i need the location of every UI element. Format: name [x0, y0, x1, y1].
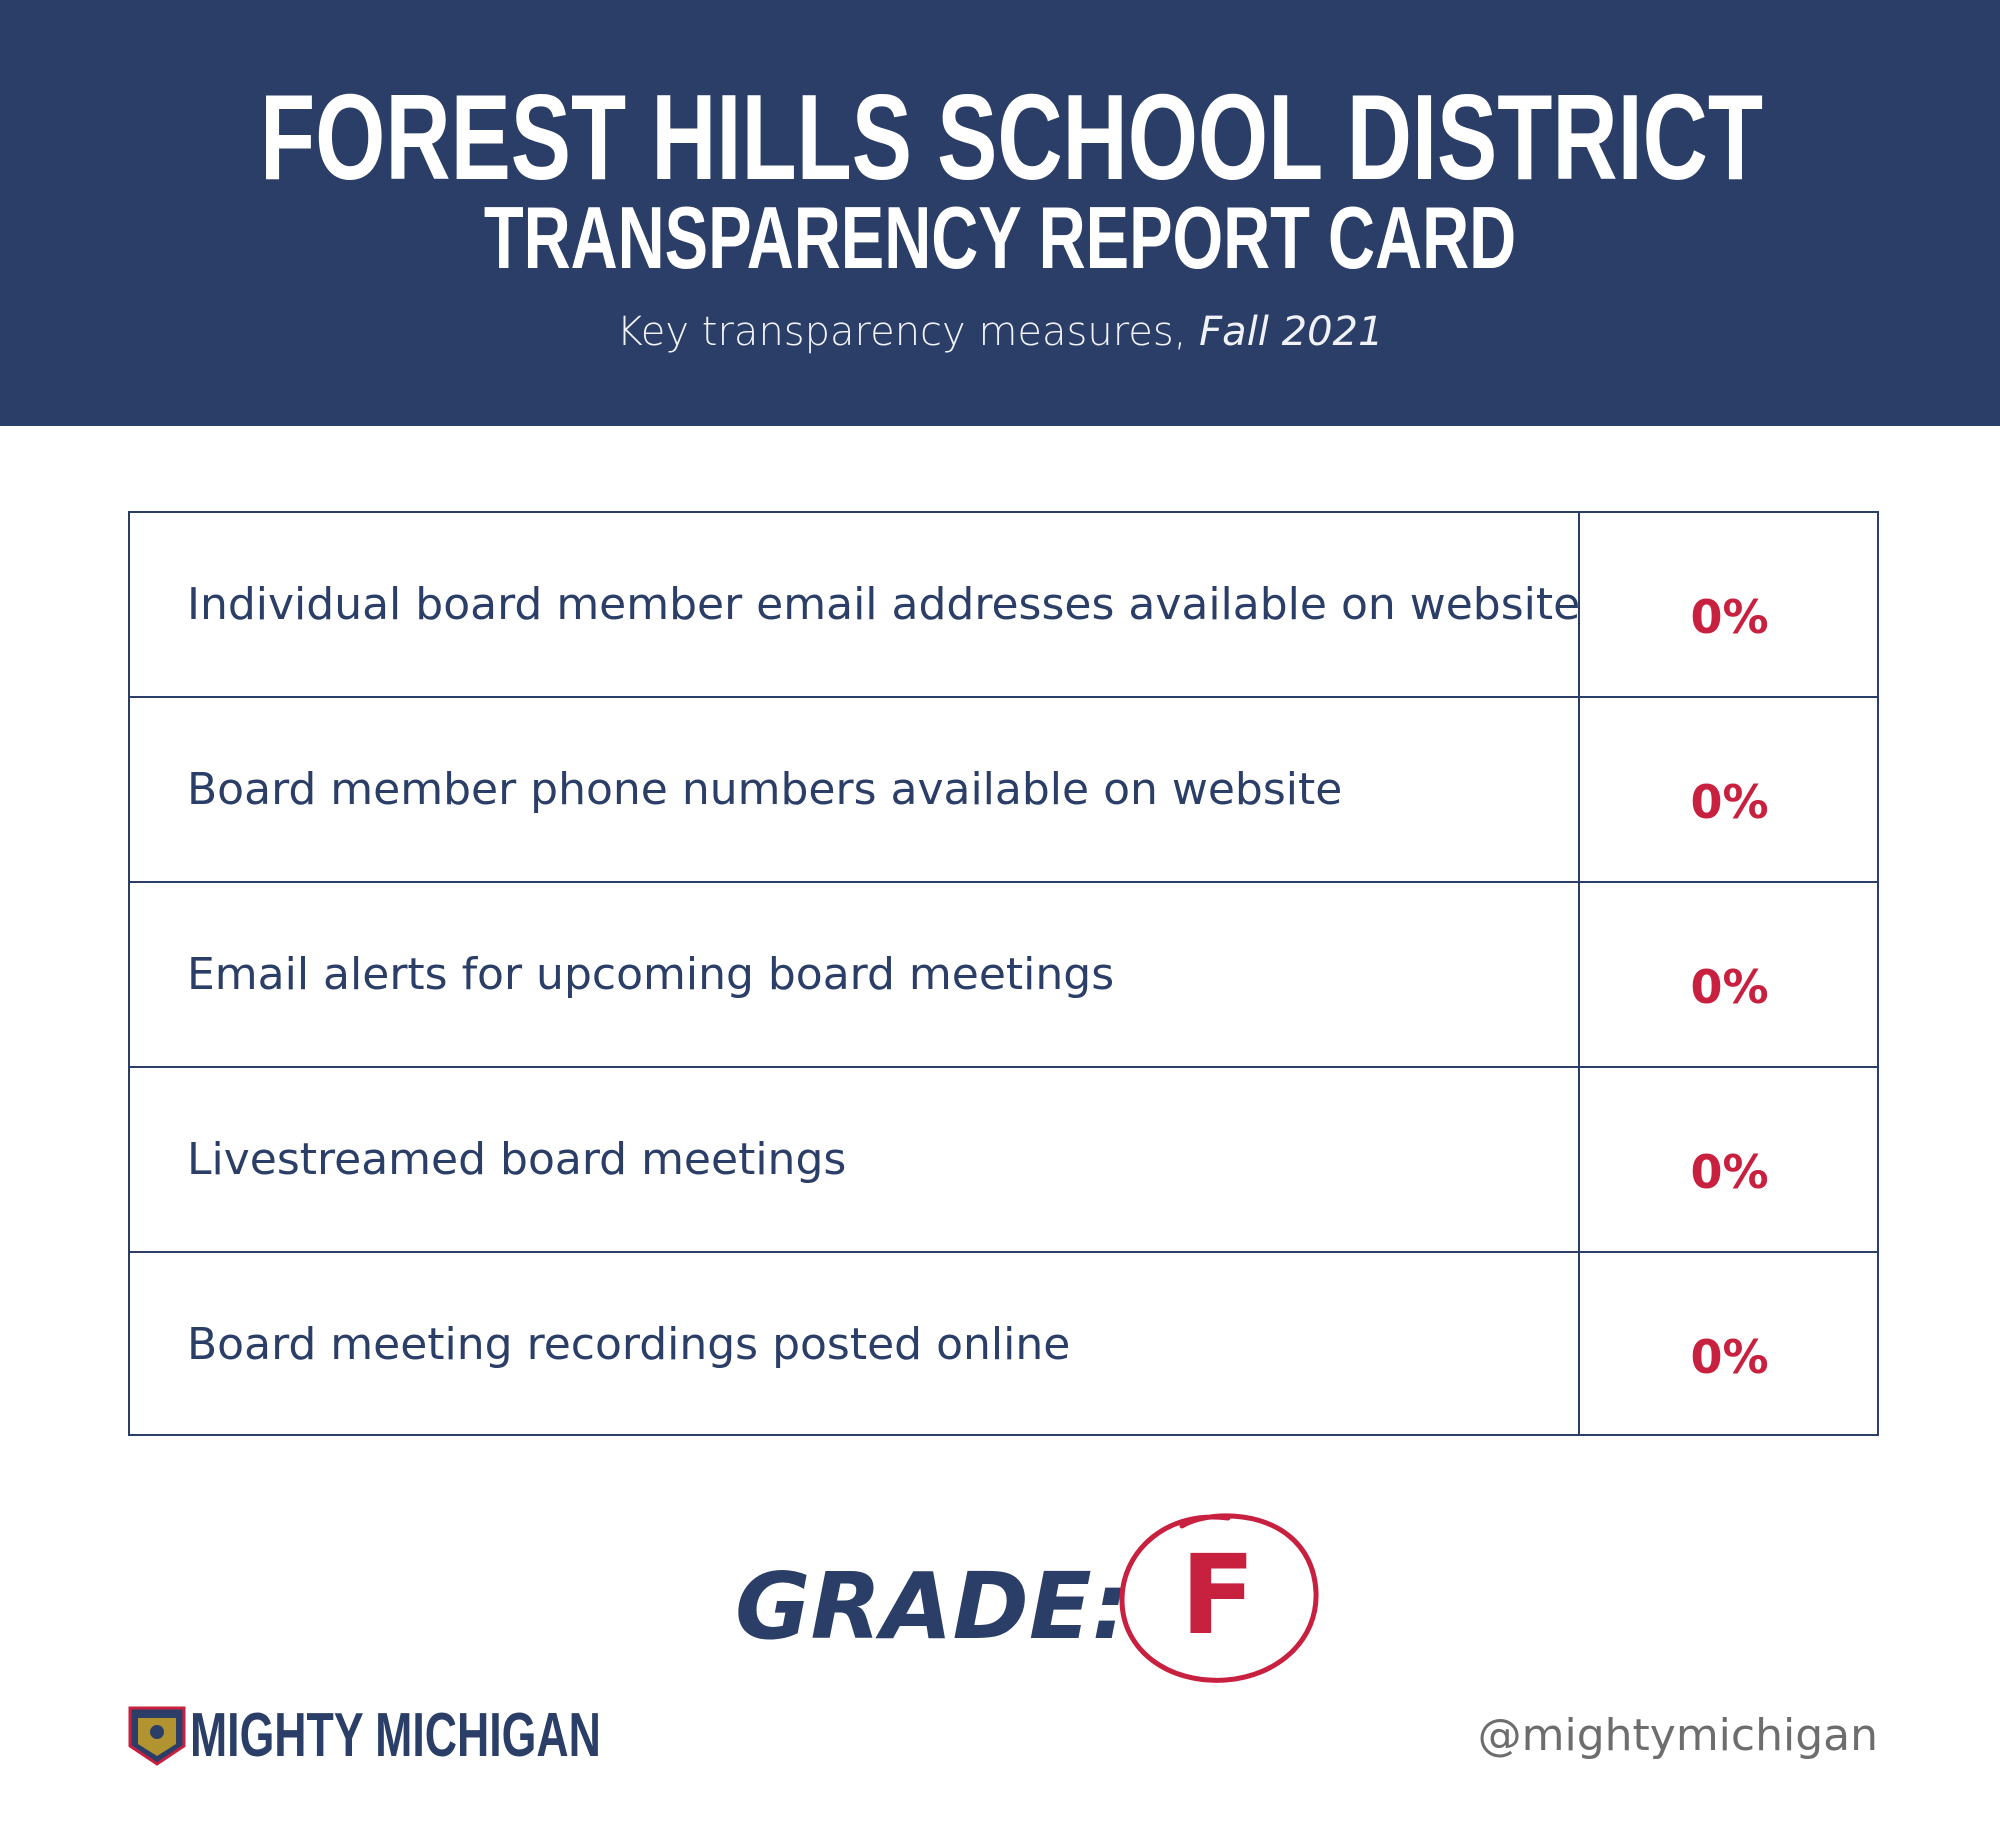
table-row [130, 1253, 1877, 1438]
measure-label: Livestreamed board meetings [187, 1134, 847, 1185]
table-row [130, 698, 1877, 883]
page-title: FOREST HILLS SCHOOL DISTRICT [260, 69, 1764, 205]
social-handle: @mightymichigan [1477, 1710, 1878, 1761]
michigan-shield-icon [128, 1706, 186, 1766]
measure-value: 0% [1690, 775, 1769, 829]
grade-letter: F [1180, 1531, 1256, 1659]
measure-label: Board meeting recordings posted online [187, 1319, 1071, 1370]
measure-value: 0% [1690, 1330, 1769, 1384]
measure-value: 0% [1690, 960, 1769, 1014]
measure-label: Individual board member email addresses available on website [187, 579, 1581, 630]
table-row [130, 513, 1877, 698]
brand-name: MIGHTY MICHIGAN [190, 1701, 601, 1770]
measure-value: 0% [1690, 590, 1769, 644]
measure-label: Board member phone numbers available on website [187, 764, 1343, 815]
measures-table [128, 511, 1879, 1436]
page-subtitle: TRANSPARENCY REPORT CARD [483, 188, 1517, 287]
caption-season: Fall 2021 [1199, 309, 1384, 355]
grade-label: GRADE: [735, 1553, 1129, 1660]
page-caption [0, 305, 2000, 359]
table-row [130, 883, 1877, 1068]
header-banner [0, 0, 2000, 426]
table-row [130, 1068, 1877, 1253]
measure-label: Email alerts for upcoming board meetings [187, 949, 1115, 1000]
caption-text: Key transparency measures, [616, 309, 1200, 355]
measure-value: 0% [1690, 1145, 1769, 1199]
